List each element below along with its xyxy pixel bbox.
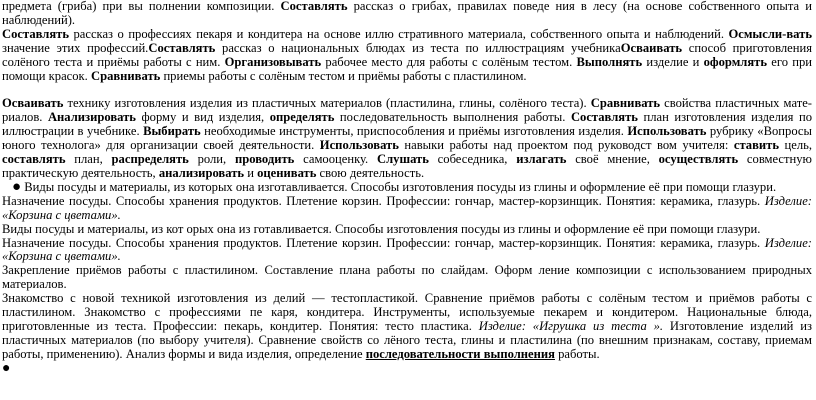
text: план изготовления изделия по иллюстрации в учебнике.	[2, 110, 812, 139]
text: предмета (гриба) при вы полнении композиции.	[2, 0, 281, 13]
spacer	[2, 83, 812, 97]
keyword: ставить	[733, 138, 780, 153]
text: рассказ о национальных блюдах из теста по иллюстрациям учебника	[215, 40, 621, 55]
text: форму и вид изделия,	[135, 110, 270, 125]
text: роли,	[188, 152, 235, 167]
text: совместную практическую деятельность,	[2, 152, 812, 180]
text: последовательность выполнения работы.	[334, 110, 571, 125]
text: свойства пластичных мате-риалов.	[2, 96, 812, 125]
text: Закрепление приёмов работы с пластилином. Составление плана работы по слайдам. Оформ ление композиции с использованием природных материалов.	[2, 263, 812, 292]
paragraph-pottery-topics-repeat	[2, 237, 812, 265]
paragraph-pottery-repeat	[2, 223, 812, 237]
text: и	[244, 165, 258, 180]
keyword: Использовать	[319, 138, 399, 153]
paragraph-salt-dough	[2, 292, 812, 362]
text: работы.	[554, 346, 600, 361]
bullet-icon: ●	[12, 178, 22, 195]
text: своё мнение,	[566, 152, 659, 167]
text: навыки работы над проектом под руководст вом учителя:	[398, 138, 734, 153]
paragraph-mushroom-story	[2, 0, 812, 28]
keyword: анализировать	[158, 165, 245, 180]
text: изделие и	[642, 54, 704, 69]
paragraph-bakery-professions	[2, 28, 812, 84]
underlined-term: последовательности выполнения	[365, 346, 555, 361]
keyword: Осмысли-вать	[728, 26, 812, 41]
keyword: Составлять	[570, 110, 638, 125]
paragraph-plasticine-composition	[2, 264, 812, 292]
text: Виды посуды и материалы, из которых она изготавливается. Способы изготовления посуды из глины и оформление её при помощи глазури.	[21, 179, 777, 194]
text: Изготовление изделий из пластичных материалов (по выбору учителя). Сравнение свойств со лёного теста, глины и пластилина (по внешним признакам, составу, приемам работы, применению). Анализ формы и вида изделия, определение	[2, 318, 812, 361]
text: его при помощи красок.	[2, 54, 812, 83]
keyword: проводить	[234, 152, 295, 167]
text: цель,	[779, 138, 813, 153]
text: значение этих профессий.	[2, 40, 149, 55]
keyword: Осваивать	[620, 40, 683, 55]
text: Назначение посуды. Способы хранения продуктов. Плетение корзин. Профессии: гончар, мастер-корзинщик. Понятия: керамика, глазурь.	[2, 193, 765, 208]
keyword: излагать	[516, 152, 567, 167]
text: рассказ о грибах, правилах поведе ния в лесу (на основе собственного опыта и наблюдений).	[2, 0, 812, 27]
keyword: Выбирать	[143, 124, 201, 139]
text: рубрику «Вопросы юного технолога» для организации своей деятельности.	[2, 124, 812, 153]
text: приемы работы с солёным тестом и приёмы работы с пластилином.	[160, 68, 527, 83]
keyword: Анализировать	[47, 110, 136, 125]
keyword: Составлять	[2, 26, 69, 41]
keyword: Сравнивать	[90, 68, 161, 83]
bullet-paragraph-pottery	[2, 178, 812, 195]
keyword: оформлять	[703, 54, 768, 69]
product-label: Изделие: «Игрушка из теста ».	[478, 318, 664, 333]
paragraph-pottery-topics	[2, 195, 812, 223]
trailing-bullet	[2, 362, 812, 376]
text: необходимые инструменты, приспособления и приёмы изготовления изделия.	[200, 124, 628, 139]
text: Знакомство с новой техникой изготовления из делий — тестопластикой. Сравнение приёмов работы с солёным тестом и приёмов работы с пластилином. Знакомство с профессиями пе каря, кондитера. Инструменты, используемые пекарем и кондитером. Национальные блюда, приготовленные из теста. Профессии: пекарь, кондитер. Понятия: тесто пластика.	[2, 291, 812, 333]
keyword: Составлять	[280, 0, 348, 13]
text: рабочее место для работы с солёным тестом.	[321, 54, 577, 69]
keyword: Сравнивать	[590, 96, 661, 111]
keyword: Слушать	[377, 152, 429, 167]
keyword: распределять	[111, 152, 189, 167]
keyword: составлять	[2, 152, 66, 167]
paragraph-plastic-materials	[2, 97, 812, 180]
text: Назначение посуды. Способы хранения продуктов. Плетение корзин. Профессии: гончар, мастер-корзинщик. Понятия: керамика, глазурь.	[2, 235, 765, 250]
text: рассказ о профессиях пекаря и кондитера на основе иллю стративного материала, собственного опыта и наблюдений.	[68, 26, 729, 41]
product-label: Изделие: «Корзина с цветами».	[2, 193, 812, 222]
text: план,	[65, 152, 112, 167]
keyword: оценивать	[257, 165, 317, 180]
keyword: Использовать	[627, 124, 707, 139]
keyword: определять	[269, 110, 335, 125]
text: свою деятельность.	[316, 165, 425, 180]
bullet-icon: ●	[2, 360, 11, 376]
text: Виды посуды и материалы, из кот орых она из готавливается. Способы изготовления посуды из глины и оформление её при помощи глазури.	[2, 221, 761, 236]
product-label: Изделие: «Корзина с цветами».	[2, 235, 812, 264]
keyword: Выполнять	[576, 54, 643, 69]
keyword: Осваивать	[2, 96, 64, 111]
keyword: осуществлять	[658, 152, 739, 167]
keyword: Организовывать	[224, 54, 322, 69]
text: технику изготовления изделия из пластичных материалов (пластилина, глины, солёного теста).	[63, 96, 591, 111]
text: самооценку.	[294, 152, 377, 167]
keyword: Составлять	[148, 40, 216, 55]
text: собеседника,	[428, 152, 517, 167]
text: способ приготовления солёного теста и приёмы работы с ним.	[2, 40, 812, 69]
